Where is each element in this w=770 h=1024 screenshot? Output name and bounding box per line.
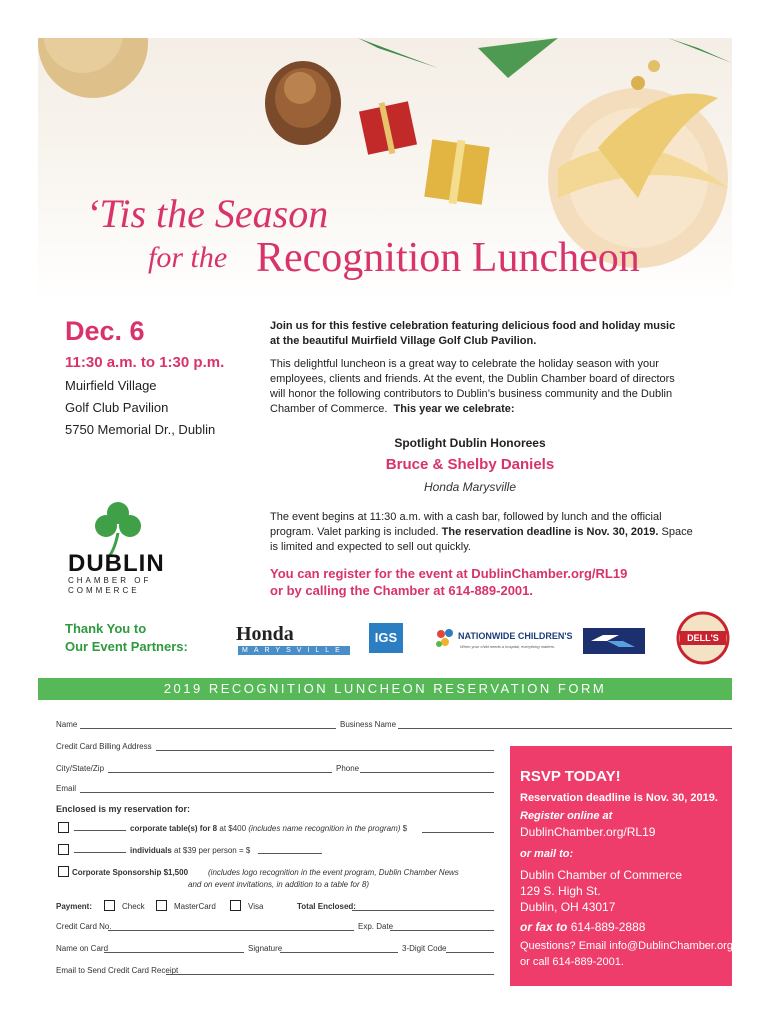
exp-date-label: Exp. Date (358, 922, 394, 931)
event-details-text: The event begins at 11:30 a.m. with a cash bar, followed by lunch and the official program. Valet parking is included. (270, 511, 662, 538)
total-enclosed-field[interactable] (352, 910, 494, 911)
register-line-2: or by calling the Chamber at 614-889-2001. (270, 583, 533, 598)
sponsorship-checkbox[interactable] (58, 866, 69, 877)
individuals-checkbox[interactable] (58, 844, 69, 855)
honoree-name: Bruce & Shelby Daniels (385, 456, 555, 473)
receipt-email-field[interactable] (166, 974, 494, 975)
check-label: Check (122, 902, 145, 911)
individuals-text: individuals (130, 846, 172, 855)
name-field[interactable] (80, 728, 336, 729)
rsvp-deadline: Reservation deadline is Nov. 30, 2019. (520, 792, 718, 804)
corporate-table-dollar: $ (402, 824, 408, 833)
event-deadline: The reservation deadline is Nov. 30, 2019. (441, 526, 659, 538)
corporate-table-price: at $400 (219, 824, 247, 833)
rsvp-box (510, 746, 732, 986)
exp-date-field[interactable] (390, 930, 494, 931)
signature-field[interactable] (280, 952, 398, 953)
corporate-table-amount-field[interactable] (422, 832, 494, 833)
register-line-1: You can register for the event at DublinChamber.org/RL19 (270, 566, 628, 581)
rsvp-questions: Questions? Email info@DublinChamber.org (520, 940, 733, 952)
city-state-zip-field[interactable] (108, 772, 332, 773)
sponsorship-note-1: (includes logo recognition in the event program, Dublin Chamber News (208, 868, 459, 877)
honorees-heading: Spotlight Dublin Honorees (394, 436, 546, 450)
dells-logo-text: DELL'S (687, 633, 719, 643)
check-checkbox[interactable] (104, 900, 115, 911)
partners-label-line-1: Thank You to (65, 621, 147, 636)
corporate-table-note: (includes name recognition in the program) (248, 824, 401, 833)
chamber-logo-line-2: COMMERCE (68, 586, 140, 595)
page-title: ‘Tis the Season (86, 191, 329, 236)
rsvp-fax (520, 920, 645, 934)
rsvp-url-link[interactable]: DublinChamber.org/RL19 (520, 825, 656, 839)
svc-sponsor-icon (583, 628, 645, 654)
honda-marysville-logo-text: MARYSVILLE (238, 646, 350, 655)
name-on-card-label: Name on Card (56, 944, 109, 953)
svc-sponsor-logo (583, 628, 645, 654)
signature-label: Signature (248, 944, 283, 953)
rsvp-online-label: Register online at (520, 810, 613, 822)
mastercard-label: MasterCard (174, 902, 216, 911)
individuals-price: at $39 per person = $ (174, 846, 251, 855)
card-number-field[interactable] (108, 930, 354, 931)
rsvp-fax-label: or fax to (520, 920, 568, 934)
business-name-field[interactable] (398, 728, 732, 729)
city-state-zip-label: City/State/Zip (56, 764, 105, 773)
chamber-logo-text (68, 576, 151, 596)
event-details-text-2: Space is limited and expected to sell out quickly. (270, 526, 693, 553)
rsvp-fax-number: 614-889-2888 (570, 920, 646, 934)
total-enclosed-label: Total Enclosed: (297, 902, 356, 911)
dublin-logo-text: DUBLIN (68, 550, 165, 577)
email-label: Email (56, 784, 77, 793)
payment-label: Payment: (56, 902, 93, 911)
sponsorship-note-2: and on event invitations, in addition to a table for 8) (188, 880, 370, 889)
name-label: Name (56, 720, 78, 729)
chamber-logo-line-1: CHAMBER OF (68, 576, 152, 585)
page-subtitle: Recognition Luncheon (256, 235, 640, 281)
event-details (270, 510, 700, 555)
billing-address-label: Credit Card Billing Address (56, 742, 152, 751)
phone-label: Phone (336, 764, 360, 773)
enclosed-heading: Enclosed is my reservation for: (56, 804, 191, 814)
event-date: Dec. 6 (65, 316, 145, 346)
individuals-amount-field[interactable] (258, 853, 322, 854)
rsvp-city: Dublin, OH 43017 (520, 900, 616, 914)
page-subtitle-prefix: for the (148, 241, 228, 274)
individuals-qty-field[interactable] (74, 852, 126, 853)
email-field[interactable] (80, 792, 494, 793)
rsvp-street: 129 S. High St. (520, 884, 601, 898)
venue-address: 5750 Memorial Dr., Dublin (65, 422, 216, 437)
rsvp-title: RSVP TODAY! (520, 768, 621, 785)
phone-field[interactable] (360, 772, 494, 773)
business-name-label: Business Name (340, 720, 397, 729)
intro-body (270, 357, 690, 417)
nationwide-logo-text: NATIONWIDE CHILDREN'S (458, 631, 573, 641)
corporate-table-checkbox[interactable] (58, 822, 69, 833)
dells-logo (676, 611, 730, 665)
cvv-field[interactable] (446, 952, 494, 953)
visa-label: Visa (248, 902, 264, 911)
corporate-table-text: corporate table(s) for 8 (130, 824, 218, 833)
visa-checkbox[interactable] (230, 900, 241, 911)
corporate-table-qty-field[interactable] (74, 830, 126, 831)
nationwide-tagline: When your child needs a hospital, everything matters. (460, 644, 556, 649)
register-info (270, 565, 690, 599)
honda-logo: Honda (236, 623, 294, 645)
nationwide-childrens-logo (434, 626, 573, 654)
intro-body-bold: This year we celebrate: (393, 403, 515, 415)
mastercard-checkbox[interactable] (156, 900, 167, 911)
venue-line-1: Muirfield Village (65, 378, 157, 393)
event-time: 11:30 a.m. to 1:30 p.m. (65, 354, 225, 371)
card-number-label: Credit Card No. (56, 922, 112, 931)
rsvp-mail-label: or mail to: (520, 848, 574, 860)
igs-logo: IGS (369, 623, 403, 653)
cvv-label: 3-Digit Code (402, 944, 447, 953)
venue-line-2: Golf Club Pavilion (65, 400, 169, 415)
billing-address-field[interactable] (156, 750, 494, 751)
nationwide-childrens-icon (434, 626, 456, 652)
intro-heading: Join us for this festive celebration featuring delicious food and holiday music at the beautiful Muirfield Village Golf Club Pavilion. (270, 320, 676, 347)
receipt-email-label: Email to Send Credit Card Receipt (56, 966, 179, 975)
partners-label (65, 620, 215, 656)
sponsorship-label: Corporate Sponsorship $1,500 (72, 868, 189, 877)
rsvp-call: or call 614-889-2001. (520, 956, 624, 968)
honoree-company: Honda Marysville (423, 480, 517, 494)
reservation-form-header: 2019 RECOGNITION LUNCHEON RESERVATION FORM (38, 678, 732, 700)
intro-body-text: This delightful luncheon is a great way to celebrate the holiday season with your employees, clients and friends. At the event, the Dublin Chamber board of directors will honor the following contributors to Dublin’s business community and the Dublin Chamber of Commerce. (270, 358, 675, 415)
name-on-card-field[interactable] (104, 952, 244, 953)
corporate-table-label (130, 824, 407, 833)
partners-label-line-2: Our Event Partners: (65, 639, 188, 654)
rsvp-org: Dublin Chamber of Commerce (520, 868, 683, 882)
individuals-label (130, 846, 250, 855)
flyer-page (38, 38, 732, 986)
hero-banner (38, 38, 732, 303)
